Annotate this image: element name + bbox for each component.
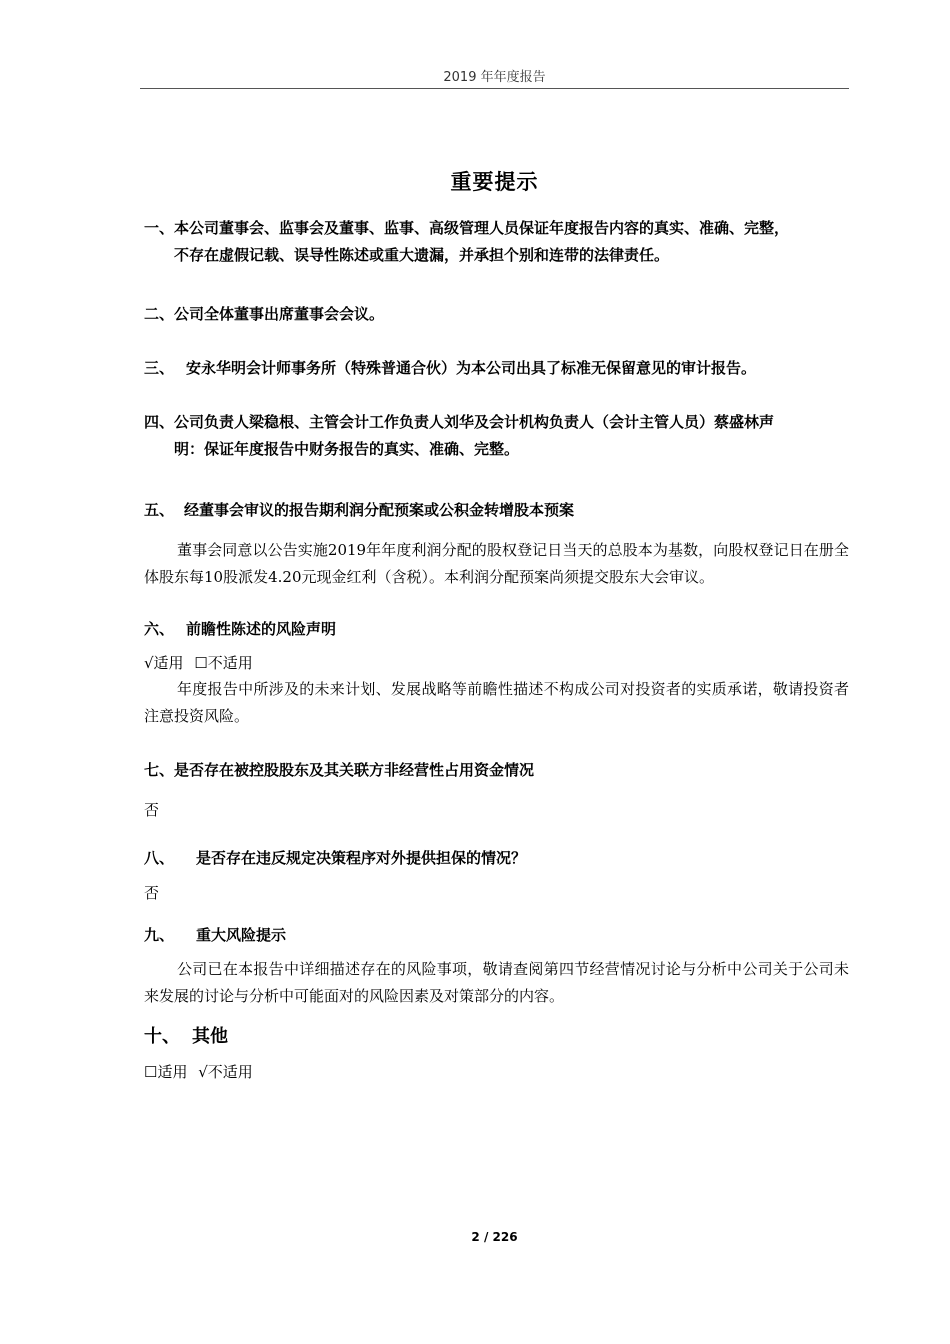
not-applicable-checked: √不适用	[198, 1063, 253, 1081]
section-5-text: 经董事会审议的报告期利润分配预案或公积金转增股本预案	[184, 501, 575, 519]
report-header: 2019 年年度报告	[443, 70, 546, 85]
section-9	[144, 922, 849, 949]
section-5-body: 董事会同意以公告实施2019年年度利润分配的股权登记日当天的总股本为基数，向股权登记日在册全体股东每10股派发4.20元现金红利（含税）。本利润分配预案尚须提交股东大会审议。	[144, 541, 849, 586]
section-5	[144, 497, 849, 524]
section-2-text: 公司全体董事出席董事会会议。	[174, 305, 385, 323]
section-8-answer: 否	[144, 884, 160, 902]
not-applicable-unchecked: ☐不适用	[194, 654, 253, 672]
section-8	[144, 845, 849, 872]
section-5-number: 五、	[144, 501, 175, 519]
page-title: 重要提示	[450, 170, 539, 194]
section-8-number: 八、	[144, 849, 175, 867]
section-10-text: 其他	[192, 1026, 228, 1047]
section-8-text: 是否存在违反规定决策程序对外提供担保的情况？	[196, 849, 527, 867]
section-3-text: 安永华明会计师事务所（特殊普通合伙）为本公司出具了标准无保留意见的审计报告。	[186, 359, 757, 377]
header-divider	[140, 88, 849, 89]
section-6-number: 六、	[144, 620, 175, 638]
section-1-line1: 本公司董事会、监事会及董事、监事、高级管理人员保证年度报告内容的真实、准确、完整，	[174, 219, 790, 237]
section-1-line2: 不存在虚假记载、误导性陈述或重大遗漏，并承担个别和连带的法律责任。	[174, 246, 670, 264]
section-2	[144, 301, 849, 328]
section-4-line2: 明：保证年度报告中财务报告的真实、准确、完整。	[174, 440, 520, 458]
section-3-number: 三、	[144, 359, 175, 377]
section-7	[144, 757, 849, 784]
section-6-body: 年度报告中所涉及的未来计划、发展战略等前瞻性描述不构成公司对投资者的实质承诺，敬请投资者注意投资风险。	[144, 680, 849, 725]
section-9-number: 九、	[144, 926, 175, 944]
section-10-applicability	[144, 1061, 259, 1082]
section-7-number: 七、	[144, 761, 175, 779]
section-10-number: 十、	[144, 1026, 180, 1047]
applicable-checked: √适用	[144, 654, 184, 672]
section-2-number: 二、	[144, 305, 175, 323]
section-1	[144, 215, 849, 269]
section-9-text: 重大风险提示	[196, 926, 287, 944]
section-3	[144, 355, 849, 382]
section-6-text: 前瞻性陈述的风险声明	[186, 620, 337, 638]
section-6-applicability	[144, 652, 259, 673]
section-9-body: 公司已在本报告中详细描述存在的风险事项，敬请查阅第四节经营情况讨论与分析中公司关于公司未来发展的讨论与分析中可能面对的风险因素及对策部分的内容。	[144, 960, 849, 1005]
section-1-number: 一、	[144, 219, 175, 237]
section-4	[144, 409, 849, 463]
section-4-number: 四、	[144, 413, 175, 431]
section-7-answer: 否	[144, 801, 160, 819]
page-number: 2 / 226	[471, 1230, 518, 1244]
section-10	[144, 1022, 228, 1048]
applicable-unchecked: ☐适用	[144, 1063, 188, 1081]
section-6	[144, 616, 849, 643]
section-4-line1: 公司负责人梁稳根、主管会计工作负责人刘华及会计机构负责人（会计主管人员）蔡盛林声	[174, 413, 775, 431]
section-7-text: 是否存在被控股股东及其关联方非经营性占用资金情况	[174, 761, 535, 779]
